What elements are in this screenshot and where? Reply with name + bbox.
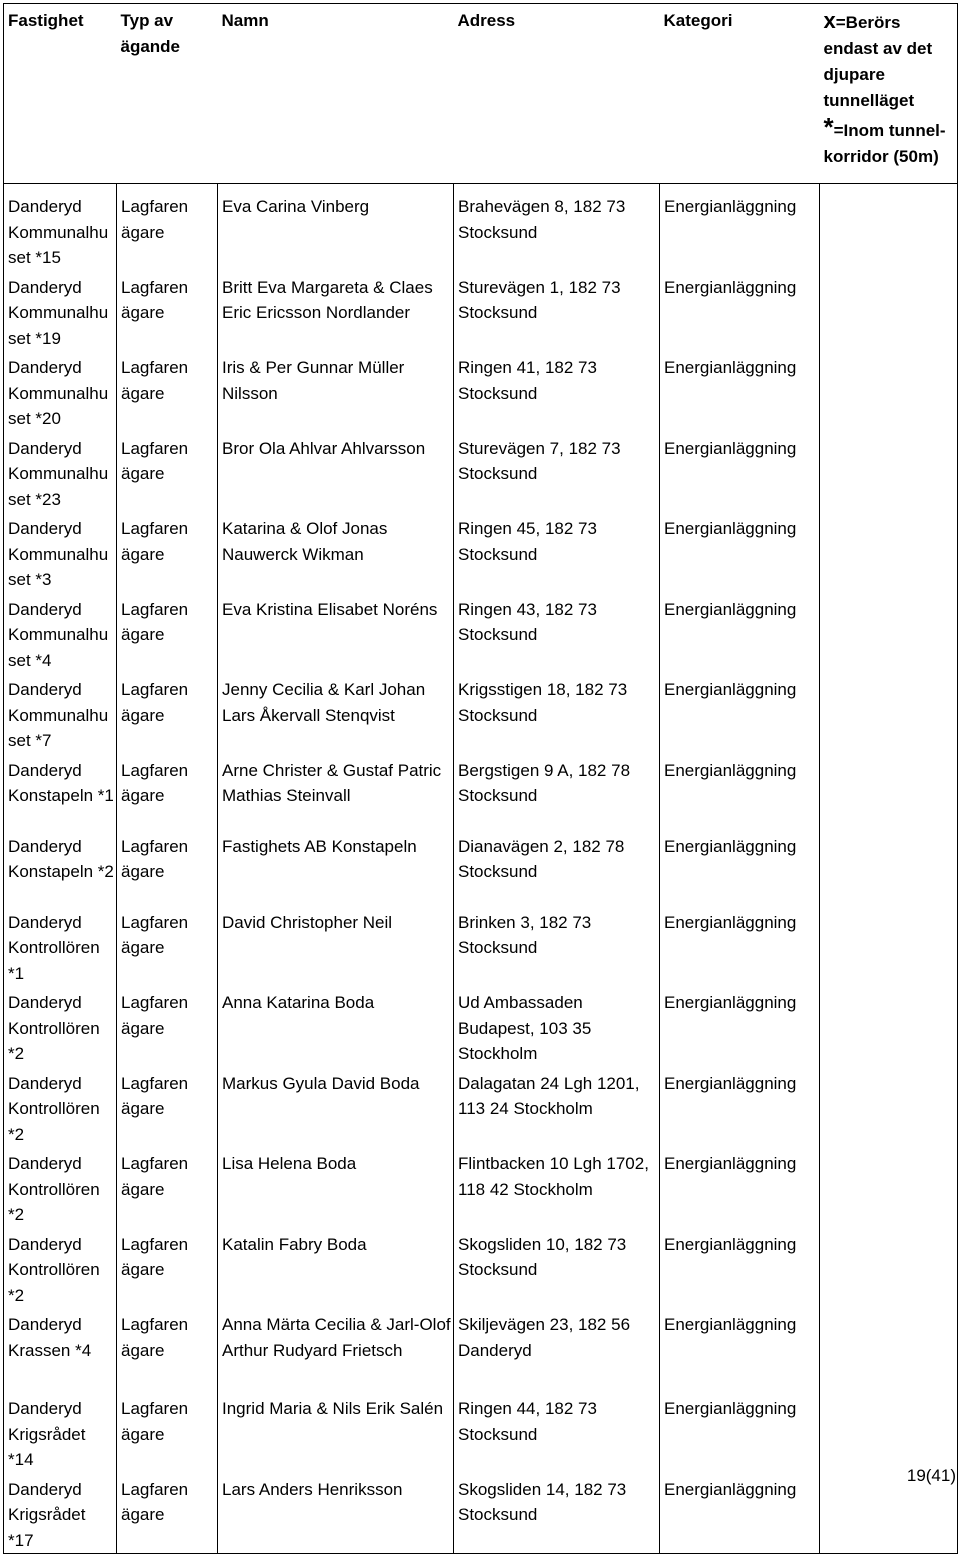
- cell-adress: Krigsstigen 18, 182 73 Stocksund: [454, 673, 660, 754]
- cell-x: [820, 432, 958, 513]
- cell-typ: Lagfaren ägare: [117, 512, 218, 593]
- cell-namn: Markus Gyula David Boda: [218, 1067, 454, 1148]
- cell-typ: Lagfaren ägare: [117, 1147, 218, 1228]
- cell-x: [820, 351, 958, 432]
- cell-adress: Ringen 44, 182 73 Stocksund: [454, 1392, 660, 1473]
- cell-kategori: Energianläggning: [660, 754, 820, 830]
- gap-cell: [660, 1384, 820, 1392]
- table-row: [4, 432, 958, 513]
- cell-fastighet: Danderyd Krassen *4: [4, 1308, 117, 1384]
- cell-namn: David Christopher Neil: [218, 906, 454, 987]
- table-body: [4, 184, 958, 1554]
- cell-kategori: Energianläggning: [660, 1308, 820, 1384]
- header-typ: Typ av ägande: [117, 4, 218, 184]
- table-row: [4, 830, 958, 906]
- gap-cell: [218, 1384, 454, 1392]
- cell-x: [820, 184, 958, 271]
- cell-kategori: Energianläggning: [660, 830, 820, 906]
- table-row: [4, 1473, 958, 1554]
- legend-star-mark: *: [823, 112, 834, 142]
- cell-typ: Lagfaren ägare: [117, 754, 218, 830]
- cell-x: [820, 593, 958, 674]
- cell-fastighet: Danderyd Kontrollören *2: [4, 1067, 117, 1148]
- table-row: [4, 351, 958, 432]
- header-adress: Adress: [454, 4, 660, 184]
- cell-namn: Britt Eva Margareta & Claes Eric Ericsson Nordlander: [218, 271, 454, 352]
- cell-x: [820, 1147, 958, 1228]
- cell-typ: Lagfaren ägare: [117, 906, 218, 987]
- cell-namn: Lisa Helena Boda: [218, 1147, 454, 1228]
- cell-typ: Lagfaren ägare: [117, 673, 218, 754]
- cell-namn: Ingrid Maria & Nils Erik Salén: [218, 1392, 454, 1473]
- table-row: [4, 1392, 958, 1473]
- cell-fastighet: Danderyd Kommunalhu set *23: [4, 432, 117, 513]
- cell-fastighet: Danderyd Kommunalhu set *7: [4, 673, 117, 754]
- cell-namn: Iris & Per Gunnar Müller Nilsson: [218, 351, 454, 432]
- cell-typ: Lagfaren ägare: [117, 351, 218, 432]
- property-owner-table: [3, 3, 958, 1554]
- table-row: [4, 184, 958, 271]
- table-row: [4, 906, 958, 987]
- cell-adress: Skiljevägen 23, 182 56 Danderyd: [454, 1308, 660, 1384]
- gap-cell: [4, 1384, 117, 1392]
- cell-adress: Dalagatan 24 Lgh 1201, 113 24 Stockholm: [454, 1067, 660, 1148]
- header-fastighet: Fastighet: [4, 4, 117, 184]
- cell-typ: Lagfaren ägare: [117, 184, 218, 271]
- cell-fastighet: Danderyd Krigsrådet *17: [4, 1473, 117, 1554]
- cell-kategori: Energianläggning: [660, 673, 820, 754]
- cell-x: [820, 673, 958, 754]
- cell-adress: Sturevägen 7, 182 73 Stocksund: [454, 432, 660, 513]
- cell-kategori: Energianläggning: [660, 432, 820, 513]
- cell-adress: Ud Ambassaden Budapest, 103 35 Stockholm: [454, 986, 660, 1067]
- header-legend: [820, 4, 958, 184]
- cell-kategori: Energianläggning: [660, 906, 820, 987]
- cell-kategori: Energianläggning: [660, 986, 820, 1067]
- row-gap: [4, 1384, 958, 1392]
- legend-x-mark: x: [823, 8, 836, 33]
- cell-adress: Skogsliden 10, 182 73 Stocksund: [454, 1228, 660, 1309]
- cell-kategori: Energianläggning: [660, 1228, 820, 1309]
- table-row: [4, 1147, 958, 1228]
- legend-star-text: =Inom tunnel-korridor (50m): [823, 121, 946, 166]
- table-row: [4, 271, 958, 352]
- cell-x: [820, 1067, 958, 1148]
- cell-fastighet: Danderyd Kontrollören *1: [4, 906, 117, 987]
- cell-namn: Katalin Fabry Boda: [218, 1228, 454, 1309]
- table-row: [4, 1228, 958, 1309]
- table-row: [4, 673, 958, 754]
- cell-kategori: Energianläggning: [660, 1392, 820, 1473]
- gap-cell: [454, 1384, 660, 1392]
- cell-adress: Skogsliden 14, 182 73 Stocksund: [454, 1473, 660, 1554]
- cell-fastighet: Danderyd Krigsrådet *14: [4, 1392, 117, 1473]
- cell-x: [820, 271, 958, 352]
- cell-fastighet: Danderyd Kontrollören *2: [4, 986, 117, 1067]
- cell-typ: Lagfaren ägare: [117, 1473, 218, 1554]
- cell-adress: Flintbacken 10 Lgh 1702, 118 42 Stockholm: [454, 1147, 660, 1228]
- cell-x: [820, 1308, 958, 1384]
- cell-x: [820, 1392, 958, 1473]
- cell-fastighet: Danderyd Konstapeln *2: [4, 830, 117, 906]
- cell-kategori: Energianläggning: [660, 1147, 820, 1228]
- legend-deep-tunnel: [824, 8, 958, 114]
- cell-typ: Lagfaren ägare: [117, 830, 218, 906]
- cell-fastighet: Danderyd Konstapeln *1: [4, 754, 117, 830]
- table-row: [4, 512, 958, 593]
- cell-adress: Ringen 45, 182 73 Stocksund: [454, 512, 660, 593]
- cell-x: [820, 986, 958, 1067]
- cell-typ: Lagfaren ägare: [117, 432, 218, 513]
- cell-fastighet: Danderyd Kommunalhu set *20: [4, 351, 117, 432]
- cell-adress: Dianavägen 2, 182 78 Stocksund: [454, 830, 660, 906]
- cell-fastighet: Danderyd Kommunalhu set *3: [4, 512, 117, 593]
- header-row: [4, 4, 958, 184]
- cell-adress: Ringen 41, 182 73 Stocksund: [454, 351, 660, 432]
- table-row: [4, 754, 958, 830]
- cell-namn: Anna Katarina Boda: [218, 986, 454, 1067]
- gap-cell: [820, 1384, 958, 1392]
- cell-typ: Lagfaren ägare: [117, 1392, 218, 1473]
- cell-x: [820, 512, 958, 593]
- cell-typ: Lagfaren ägare: [117, 1067, 218, 1148]
- cell-namn: Katarina & Olof Jonas Nauwerck Wikman: [218, 512, 454, 593]
- table-row: [4, 986, 958, 1067]
- gap-cell: [117, 1384, 218, 1392]
- cell-kategori: Energianläggning: [660, 1067, 820, 1148]
- cell-fastighet: Danderyd Kontrollören *2: [4, 1147, 117, 1228]
- cell-x: [820, 754, 958, 830]
- cell-fastighet: Danderyd Kommunalhu set *19: [4, 271, 117, 352]
- table-row: [4, 593, 958, 674]
- cell-typ: Lagfaren ägare: [117, 593, 218, 674]
- cell-x: [820, 1228, 958, 1309]
- cell-adress: Ringen 43, 182 73 Stocksund: [454, 593, 660, 674]
- cell-fastighet: Danderyd Kontrollören *2: [4, 1228, 117, 1309]
- cell-adress: Brahevägen 8, 182 73 Stocksund: [454, 184, 660, 271]
- page-number: 19(41): [906, 1466, 956, 1485]
- cell-kategori: Energianläggning: [660, 351, 820, 432]
- legend-x-text: =Berörs endast av det djupare tunnelläget: [823, 13, 933, 110]
- cell-typ: Lagfaren ägare: [117, 986, 218, 1067]
- cell-namn: Arne Christer & Gustaf Patric Mathias Steinvall: [218, 754, 454, 830]
- cell-namn: Lars Anders Henriksson: [218, 1473, 454, 1554]
- cell-typ: Lagfaren ägare: [117, 1308, 218, 1384]
- cell-adress: Bergstigen 9 A, 182 78 Stocksund: [454, 754, 660, 830]
- cell-kategori: Energianläggning: [660, 1473, 820, 1554]
- cell-fastighet: Danderyd Kommunalhu set *15: [4, 184, 117, 271]
- cell-kategori: Energianläggning: [660, 271, 820, 352]
- cell-kategori: Energianläggning: [660, 593, 820, 674]
- cell-kategori: Energianläggning: [660, 184, 820, 271]
- cell-adress: Sturevägen 1, 182 73 Stocksund: [454, 271, 660, 352]
- cell-namn: Eva Carina Vinberg: [218, 184, 454, 271]
- legend-tunnel-corridor: [824, 114, 958, 170]
- table-row: [4, 1067, 958, 1148]
- cell-namn: Bror Ola Ahlvar Ahlvarsson: [218, 432, 454, 513]
- table-row: [4, 1308, 958, 1384]
- header-kategori: Kategori: [660, 4, 820, 184]
- cell-fastighet: Danderyd Kommunalhu set *4: [4, 593, 117, 674]
- cell-kategori: Energianläggning: [660, 512, 820, 593]
- cell-adress: Brinken 3, 182 73 Stocksund: [454, 906, 660, 987]
- cell-namn: Jenny Cecilia & Karl Johan Lars Åkervall Stenqvist: [218, 673, 454, 754]
- cell-x: [820, 906, 958, 987]
- cell-namn: Anna Märta Cecilia & Jarl-Olof Arthur Rudyard Frietsch: [218, 1308, 454, 1384]
- cell-namn: Fastighets AB Konstapeln: [218, 830, 454, 906]
- cell-x: [820, 830, 958, 906]
- cell-typ: Lagfaren ägare: [117, 1228, 218, 1309]
- cell-typ: Lagfaren ägare: [117, 271, 218, 352]
- header-namn: Namn: [218, 4, 454, 184]
- cell-namn: Eva Kristina Elisabet Noréns: [218, 593, 454, 674]
